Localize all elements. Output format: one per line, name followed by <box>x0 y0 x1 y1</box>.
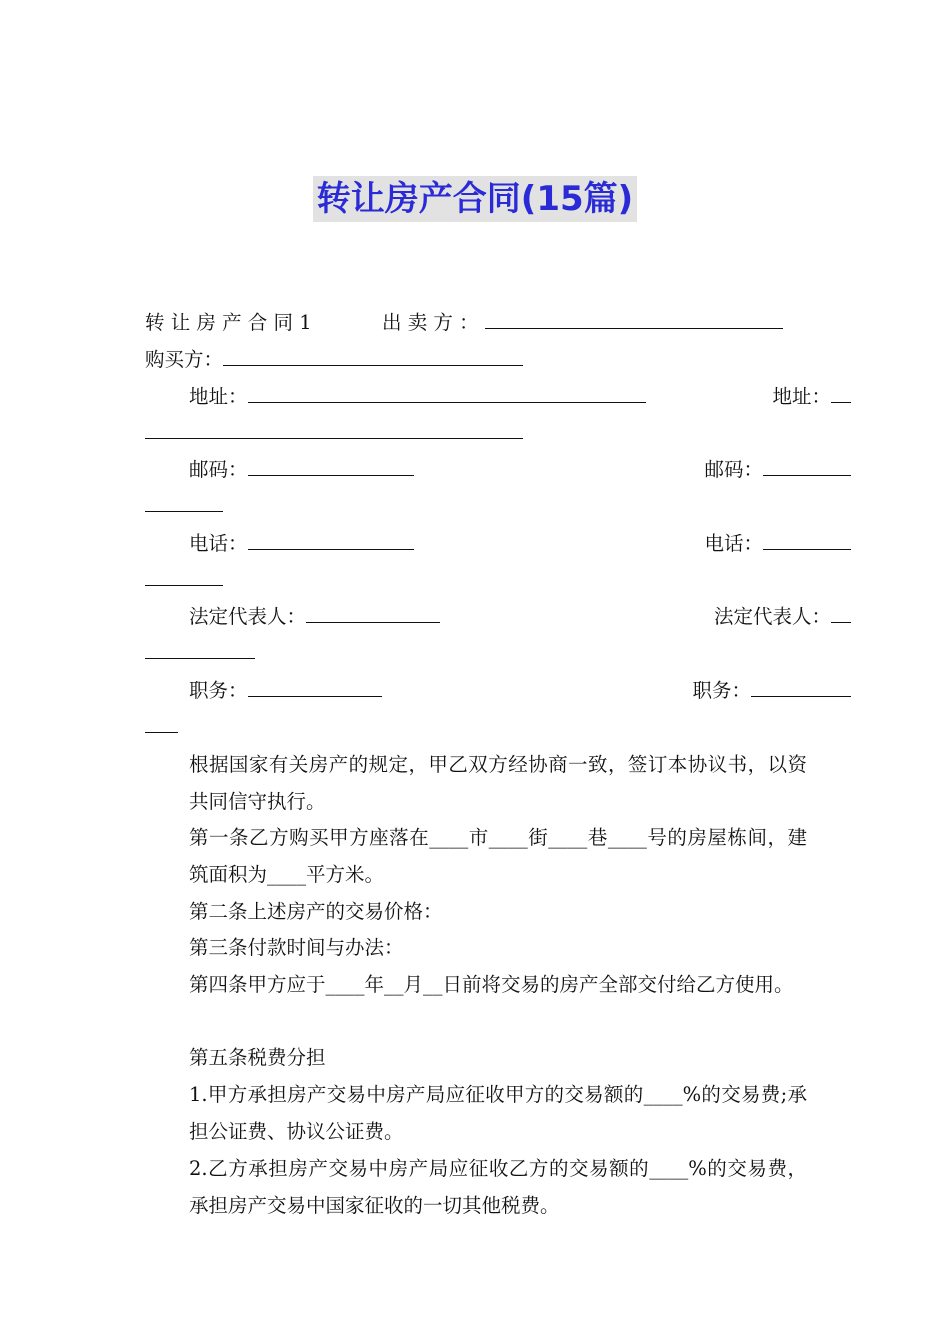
paragraph-item-1 <box>145 1076 807 1150</box>
position-line <box>145 674 851 704</box>
legal-rep-continuation <box>145 636 807 666</box>
seller-blank <box>485 306 783 329</box>
seller-label: 出 卖 方 ： <box>382 311 479 334</box>
paragraph-article-1 <box>145 819 807 893</box>
phone-continuation <box>145 563 807 593</box>
address-blank-b-start <box>831 380 851 403</box>
paragraph-article-2 <box>145 893 807 930</box>
paragraph-text: 第二条上述房产的交易价格： <box>189 900 443 923</box>
paragraph-article-5 <box>145 1039 807 1076</box>
contract-number: 转 让 房 产 合 同 1 <box>145 311 312 334</box>
paragraph-text: 根据国家有关房产的规定，甲乙双方经协商一致，签订本协议书，以资共同信守执行。 <box>189 753 807 813</box>
position-blank-a <box>248 674 382 697</box>
paragraph-article-4 <box>145 966 807 1003</box>
phone-blank-b <box>145 563 223 586</box>
legal-rep-blank-a <box>306 600 440 623</box>
phone-line <box>145 527 851 557</box>
address-line <box>145 380 851 410</box>
address-blank-a <box>248 380 646 403</box>
paragraph-item-2 <box>145 1150 807 1224</box>
legal-rep-label-b: 法定代表人： <box>713 605 831 628</box>
position-blank-b-start <box>751 674 851 697</box>
zip-blank-a <box>248 453 414 476</box>
legal-rep-blank-b <box>145 636 255 659</box>
position-label-a: 职务： <box>189 679 248 702</box>
zip-line <box>145 453 851 483</box>
position-label-b: 职务： <box>692 679 751 702</box>
paragraph-text: 第四条甲方应于____年__月__日前将交易的房产全部交付给乙方使用。 <box>189 973 794 996</box>
phone-blank-a <box>248 527 414 550</box>
zip-blank-b <box>145 489 223 512</box>
title-block <box>0 176 950 222</box>
zip-label-b: 邮码： <box>704 458 763 481</box>
zip-continuation <box>145 489 807 519</box>
address-continuation <box>145 416 807 446</box>
buyer-label: 购买方： <box>145 348 224 371</box>
buyer-line <box>145 343 807 373</box>
legal-rep-label-a: 法定代表人： <box>189 605 307 628</box>
paragraph-text: 第一条乙方购买甲方座落在____市____街____巷____号的房屋栋间，建筑面积为____平方米。 <box>189 826 807 886</box>
phone-label-a: 电话： <box>189 532 248 555</box>
paragraph-text: 第三条付款时间与办法： <box>189 936 404 959</box>
paragraph-text: 1.甲方承担房产交易中房产局应征收甲方的交易额的____%的交易费;承担公证费、协议公证费。 <box>189 1083 807 1143</box>
position-continuation <box>145 710 807 740</box>
address-blank-b <box>145 416 523 439</box>
address-label-a: 地址： <box>189 385 248 408</box>
legal-rep-line <box>145 600 851 630</box>
header-line <box>145 306 807 336</box>
document-title: 转让房产合同(15篇) <box>313 176 637 222</box>
zip-blank-b-start <box>763 453 851 476</box>
paragraph-text: 2.乙方承担房产交易中房产局应征收乙方的交易额的____%的交易费，承担房产交易中国家征收的一切其他税费。 <box>189 1157 807 1217</box>
address-label-b: 地址： <box>772 385 831 408</box>
zip-label-a: 邮码： <box>189 458 248 481</box>
phone-blank-b-start <box>763 527 851 550</box>
position-blank-b <box>145 710 178 733</box>
paragraph-article-3 <box>145 929 807 966</box>
legal-rep-blank-b-start <box>831 600 851 623</box>
buyer-blank <box>223 343 523 366</box>
paragraph-text: 第五条税费分担 <box>189 1046 326 1069</box>
paragraph-preamble <box>145 746 807 820</box>
phone-label-b: 电话： <box>704 532 763 555</box>
